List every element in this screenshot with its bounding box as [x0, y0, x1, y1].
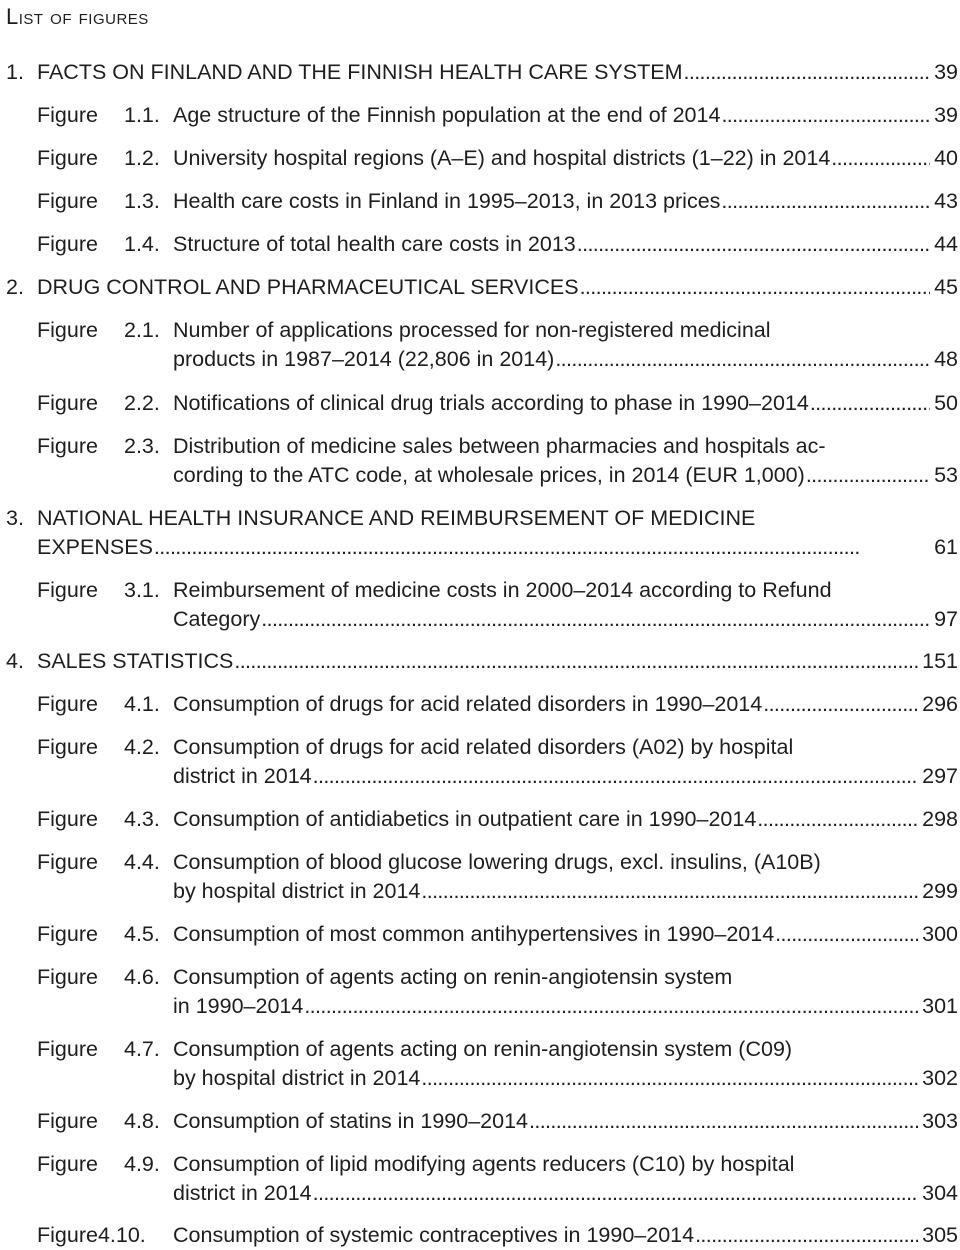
toc-figure-entry[interactable]: [0, 690, 958, 719]
page-number: 40: [934, 146, 958, 170]
toc-entry-line: [0, 504, 958, 533]
page-number: 39: [934, 103, 958, 127]
figure-word: Figure: [37, 1152, 98, 1176]
toc-figure-entry[interactable]: [0, 805, 958, 834]
entry-title-text: FACTS ON FINLAND AND THE FINNISH HEALTH CARE SYSTEM: [37, 60, 683, 84]
leader-dots: [312, 762, 918, 791]
figure-word: Figure: [37, 391, 98, 415]
entry-title-text: Consumption of lipid modifying agents reducers (C10) by hospital: [173, 1152, 795, 1176]
figure-label: [0, 576, 173, 605]
page-number: 301: [922, 993, 958, 1018]
figure-word: Figure: [37, 1223, 98, 1247]
leader-dots: [576, 230, 930, 259]
figure-number: 4.9.: [124, 1152, 160, 1176]
entry-title-text: Consumption of agents acting on renin-angiotensin system (C09): [173, 1037, 793, 1061]
page-number: 302: [922, 1065, 958, 1090]
toc-entry-line: [0, 848, 958, 877]
figure-label: [0, 316, 173, 345]
figure-label: [0, 690, 173, 719]
page-title: [6, 4, 149, 30]
figure-number: 4.7.: [124, 1037, 160, 1061]
page-number: 45: [934, 275, 958, 299]
toc-figure-entry[interactable]: [0, 432, 958, 489]
figure-number: 4.3.: [124, 807, 160, 831]
toc-figure-entry[interactable]: [0, 1035, 958, 1092]
page-number: 39: [934, 60, 958, 84]
page-number: 298: [922, 807, 958, 831]
leader-dots: [554, 345, 930, 374]
leader-dots: [579, 273, 931, 302]
figure-label: [0, 805, 173, 834]
entry-title-text: University hospital regions (A–E) and hospital districts (1–22) in 2014: [173, 146, 831, 170]
toc-figure-entry[interactable]: [0, 1221, 958, 1250]
toc-entry-line: [0, 576, 958, 605]
figure-word: Figure: [37, 807, 98, 831]
toc-chapter-entry[interactable]: [0, 58, 958, 87]
page-number: 151: [922, 649, 958, 673]
leader-dots: [153, 533, 930, 562]
figure-label: [0, 733, 173, 762]
entry-title-text: by hospital district in 2014: [173, 878, 421, 903]
page-number: 304: [922, 1180, 958, 1205]
toc-entry-line: [0, 58, 958, 87]
toc-figure-entry[interactable]: [0, 733, 958, 790]
leader-dots: [312, 1179, 918, 1208]
entry-title-text: Consumption of antidiabetics in outpatient care in 1990–2014: [173, 807, 757, 831]
figure-label: [0, 389, 173, 418]
figure-word: Figure: [37, 1037, 98, 1061]
entry-title-text: Category: [173, 606, 261, 631]
leader-dots: [809, 389, 930, 418]
toc-entry-line: [0, 647, 958, 676]
figure-label: [0, 1150, 173, 1179]
toc-entry-line: [0, 101, 958, 130]
figure-label: [0, 1035, 173, 1064]
chapter-number: 2.: [6, 275, 24, 299]
entry-title-text: district in 2014: [173, 1180, 312, 1205]
figure-label: [0, 432, 173, 461]
entry-title-text: by hospital district in 2014: [173, 1065, 421, 1090]
figure-word: Figure: [37, 692, 98, 716]
toc-figure-entry[interactable]: [0, 101, 958, 130]
toc-figure-entry[interactable]: [0, 963, 958, 1020]
leader-dots: [774, 920, 918, 949]
figure-word: Figure: [37, 922, 98, 946]
figure-word: Figure: [37, 189, 98, 213]
leader-dots: [420, 1064, 918, 1093]
entry-title-text: in 1990–2014: [173, 993, 304, 1018]
entry-title-text: Consumption of most common antihypertensives in 1990–2014: [173, 922, 775, 946]
figure-label: [0, 920, 173, 949]
entry-title-text: district in 2014: [173, 763, 312, 788]
toc-entry-line: [0, 432, 958, 461]
toc-figure-entry[interactable]: [0, 576, 958, 633]
leader-dots: [303, 992, 918, 1021]
entry-title-text: Health care costs in Finland in 1995–2013, in 2013 prices: [173, 189, 721, 213]
leader-dots: [528, 1107, 918, 1136]
entry-title-text: Reimbursement of medicine costs in 2000–2014 according to Refund: [173, 578, 832, 602]
page-number: 53: [934, 462, 958, 487]
leader-dots: [830, 144, 930, 173]
toc-entry-line: [0, 1035, 958, 1064]
toc-chapter-entry[interactable]: [0, 273, 958, 302]
figure-number: 1.3.: [124, 189, 160, 213]
figure-number: 4.2.: [124, 735, 160, 759]
figure-number: 3.1.: [124, 578, 160, 602]
toc-entry-line: [0, 533, 958, 562]
page-number: 299: [922, 878, 958, 903]
toc-entry-line: [0, 1221, 958, 1250]
figure-word: Figure: [37, 1109, 98, 1133]
figure-label: [0, 230, 173, 259]
figure-word: Figure: [37, 103, 98, 127]
toc-figure-entry[interactable]: [0, 920, 958, 949]
page-number: 97: [934, 606, 958, 631]
figure-word: Figure: [37, 434, 98, 458]
page-number: 61: [934, 534, 958, 559]
toc-entry-line: [0, 345, 958, 374]
toc-entry-line: [0, 273, 958, 302]
figure-number: 4.4.: [124, 850, 160, 874]
page-number: 43: [934, 189, 958, 213]
toc-entry-line: [0, 605, 958, 634]
figure-label: [0, 144, 173, 173]
leader-dots: [720, 187, 930, 216]
page-number: 44: [934, 232, 958, 256]
entry-title-text: Consumption of drugs for acid related disorders (A02) by hospital: [173, 735, 794, 759]
page-number: 303: [922, 1109, 958, 1133]
figure-label: [0, 1221, 173, 1250]
toc-entry-line: [0, 877, 958, 906]
toc-entry-line: [0, 144, 958, 173]
page-number: 300: [922, 922, 958, 946]
toc-figure-entry[interactable]: [0, 848, 958, 905]
toc-figure-entry[interactable]: [0, 389, 958, 418]
figure-number: 1.2.: [124, 146, 160, 170]
entry-title-text: SALES STATISTICS: [37, 649, 234, 673]
entry-title-text: DRUG CONTROL AND PHARMACEUTICAL SERVICES: [37, 275, 579, 299]
figure-word: Figure: [37, 965, 98, 989]
leader-dots: [694, 1221, 918, 1250]
entry-title-text: Consumption of agents acting on renin-angiotensin system: [173, 965, 733, 989]
figure-number: 4.5.: [124, 922, 160, 946]
leader-dots: [720, 101, 930, 130]
toc-entry-line: [0, 1150, 958, 1179]
entry-title-text: Consumption of statins in 1990–2014: [173, 1109, 528, 1133]
chapter-number: 4.: [6, 649, 24, 673]
figure-label: [0, 848, 173, 877]
figure-word: Figure: [37, 146, 98, 170]
leader-dots: [420, 877, 918, 906]
entry-title-text: EXPENSES: [37, 534, 153, 559]
toc-figure-entry[interactable]: [0, 144, 958, 173]
page-number: 305: [922, 1223, 958, 1247]
page-title-text: List of figures: [6, 4, 149, 29]
toc-entry-line: [0, 690, 958, 719]
toc-entry-line: [0, 316, 958, 345]
toc-entry-line: [0, 461, 958, 490]
toc-entry-line: [0, 187, 958, 216]
toc-entry-line: [0, 1179, 958, 1208]
figure-number: 4.8.: [124, 1109, 160, 1133]
page-number: 297: [922, 763, 958, 788]
figure-word: Figure: [37, 578, 98, 602]
chapter-number: 1.: [6, 60, 24, 84]
figure-number: 4.1.: [124, 692, 160, 716]
toc-entry-line: [0, 963, 958, 992]
figure-label: [0, 187, 173, 216]
toc-figure-entry[interactable]: [0, 187, 958, 216]
figure-number: 2.1.: [124, 318, 160, 342]
leader-dots: [260, 605, 930, 634]
leader-dots: [756, 805, 918, 834]
entry-title-text: products in 1987–2014 (22,806 in 2014): [173, 346, 555, 371]
figure-number: 1.1.: [124, 103, 160, 127]
chapter-number: 3.: [6, 506, 24, 530]
leader-dots: [233, 647, 918, 676]
leader-dots: [683, 58, 931, 87]
toc-entry-line: [0, 762, 958, 791]
figure-word: Figure: [37, 850, 98, 874]
toc-figure-entry[interactable]: [0, 1107, 958, 1136]
toc-entry-line: [0, 805, 958, 834]
figure-word: Figure: [37, 232, 98, 256]
page-number: 296: [922, 692, 958, 716]
leader-dots: [762, 690, 918, 719]
entry-title-text: NATIONAL HEALTH INSURANCE AND REIMBURSEMENT OF MEDICINE: [37, 506, 756, 530]
toc-entry-line: [0, 230, 958, 259]
figure-label: [0, 101, 173, 130]
figure-label: [0, 963, 173, 992]
figure-number: 1.4.: [124, 232, 160, 256]
entry-title-text: Distribution of medicine sales between pharmacies and hospitals ac-: [173, 434, 826, 458]
entry-title-text: Number of applications processed for non-registered medicinal: [173, 318, 771, 342]
entry-title-text: cording to the ATC code, at wholesale prices, in 2014 (EUR 1,000): [173, 462, 805, 487]
figure-word: Figure: [37, 318, 98, 342]
leader-dots: [805, 461, 930, 490]
toc-figure-entry[interactable]: [0, 316, 958, 373]
toc-chapter-entry[interactable]: [0, 504, 958, 561]
page-number: 48: [934, 346, 958, 371]
toc-entry-line: [0, 1107, 958, 1136]
figure-number: 4.10.: [97, 1223, 146, 1247]
toc-entry-line: [0, 389, 958, 418]
page-number: 50: [934, 391, 958, 415]
toc-entry-line: [0, 1064, 958, 1093]
entry-title-text: Consumption of systemic contraceptives in 1990–2014: [173, 1223, 695, 1247]
toc-entry-line: [0, 733, 958, 762]
figure-word: Figure: [37, 735, 98, 759]
toc-figure-entry[interactable]: [0, 230, 958, 259]
entry-title-text: Consumption of blood glucose lowering drugs, excl. insulins, (A10B): [173, 850, 821, 874]
toc-entry-line: [0, 920, 958, 949]
figure-label: [0, 1107, 173, 1136]
entry-title-text: Age structure of the Finnish population at the end of 2014: [173, 103, 721, 127]
figure-number: 4.6.: [124, 965, 160, 989]
toc-entry-line: [0, 992, 958, 1021]
toc-figure-entry[interactable]: [0, 1150, 958, 1207]
entry-title-text: Consumption of drugs for acid related disorders in 1990–2014: [173, 692, 763, 716]
entry-title-text: Structure of total health care costs in 2013: [173, 232, 576, 256]
entry-title-text: Notifications of clinical drug trials according to phase in 1990–2014: [173, 391, 809, 415]
toc-chapter-entry[interactable]: [0, 647, 958, 676]
figure-number: 2.2.: [124, 391, 160, 415]
figure-number: 2.3.: [124, 434, 160, 458]
